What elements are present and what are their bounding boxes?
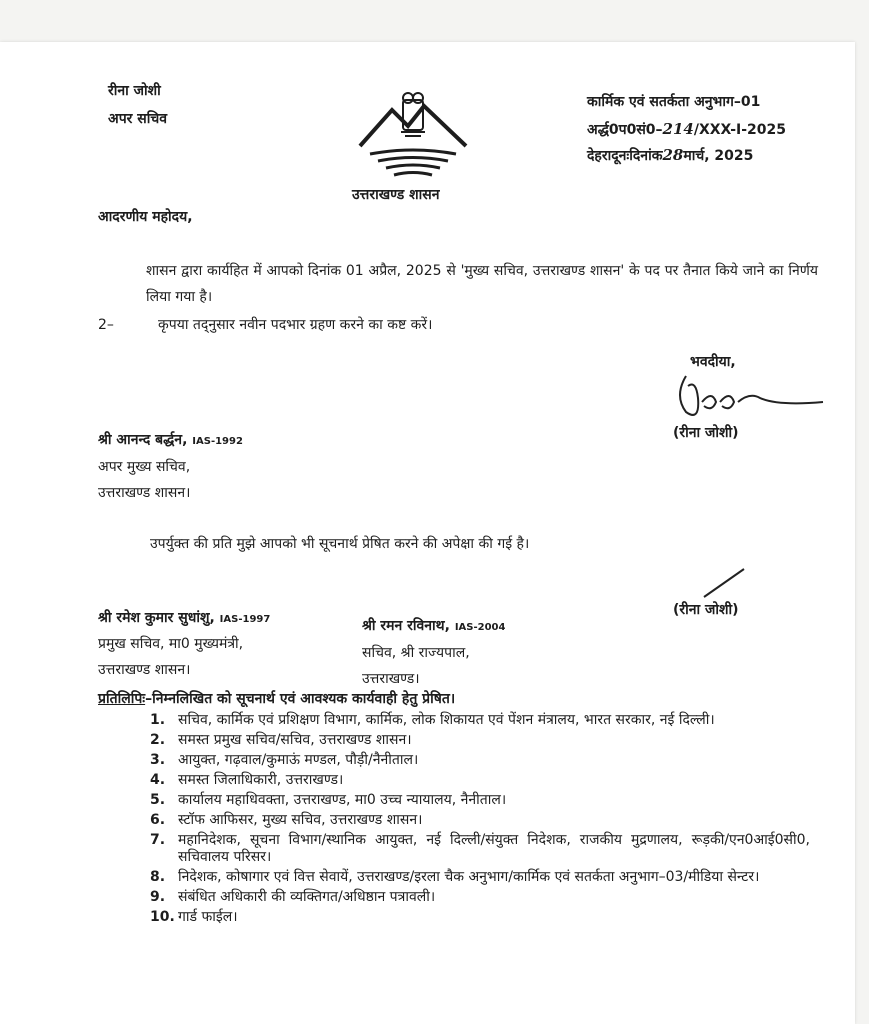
letter-number-suffix: /XXX-I-2025 — [693, 122, 786, 138]
list-item-text: निदेशक, कोषागार एवं वित्त सेवायें, उत्तराखण्ड/इरला चैक अनुभाग/कार्मिक एवं सतर्कता अनुभाग–03/मीडिया सेन्टर। — [178, 869, 760, 885]
body-paragraph-2-number: 2– — [98, 317, 114, 333]
list-item — [150, 752, 810, 769]
place-date — [587, 146, 753, 165]
sender-name: रीना जोशी — [108, 83, 161, 99]
body-paragraph-1-text: शासन द्वारा कार्यहित में आपको दिनांक 01 अप्रैल, 2025 से 'मुख्य सचिव, उत्तराखण्ड शासन' के पद पर तैनात किये जाने का निर्णय लिया गया है। — [146, 263, 818, 305]
addressee-name — [98, 431, 243, 451]
list-item-text: सचिव, कार्मिक एवं प्रशिक्षण विभाग, कार्मिक, लोक शिकायत एवं पेंशन मंत्रालय, भारत सरकार, नई दिल्ली। — [178, 712, 715, 728]
list-item — [150, 812, 810, 829]
cc-right-name-text: श्री रमन रविनाथ, — [362, 618, 450, 634]
uttarakhand-emblem-icon — [356, 88, 471, 183]
list-item — [150, 869, 810, 886]
letter-number-handwritten: 214 — [662, 120, 694, 138]
list-item — [150, 792, 810, 809]
cc-right-designation: सचिव, श्री राज्यपाल, — [362, 645, 470, 661]
list-item-number: 8. — [150, 869, 166, 885]
addressee-designation: अपर मुख्य सचिव, — [98, 459, 191, 475]
cc-right-office: उत्तराखण्ड। — [362, 671, 420, 687]
date-suffix: मार्च, 2025 — [683, 148, 754, 164]
cc-right-service: IAS-2004 — [454, 622, 506, 633]
salutation: आदरणीय महोदय, — [98, 209, 193, 225]
body-paragraph-2-text: कृपया तद्नुसार नवीन पदभार ग्रहण करने का कष्ट करें। — [158, 317, 433, 333]
list-item — [150, 832, 810, 866]
initial-signature-icon — [700, 565, 748, 601]
list-item-number: 6. — [150, 812, 166, 828]
closing2-signer: (रीना जोशी) — [673, 602, 739, 618]
addressee-service: IAS-1992 — [192, 436, 243, 447]
list-item-text: आयुक्त, गढ़वाल/कुमाऊं मण्डल, पौड़ी/नैनीताल। — [178, 752, 419, 768]
list-item-text: कार्यालय महाधिवक्ता, उत्तराखण्ड, मा0 उच्च न्यायालय, नैनीताल। — [178, 792, 507, 808]
list-item-text: स्टॉफ आफिसर, मुख्य सचिव, उत्तराखण्ड शासन। — [178, 812, 423, 828]
list-item-text: संबंधित अधिकारी की व्यक्तिगत/अधिष्ठान पत्रावली। — [178, 889, 436, 905]
list-item-text: गार्ड फाईल। — [178, 909, 238, 925]
signature-icon — [668, 368, 828, 423]
list-item — [150, 732, 810, 749]
list-item — [150, 712, 810, 729]
cc-left-name — [98, 609, 270, 629]
addressee-office: उत्तराखण्ड शासन। — [98, 485, 191, 501]
copy-to-heading — [98, 690, 455, 708]
list-item — [150, 889, 810, 906]
list-item-number: 9. — [150, 889, 166, 905]
cc-left-office: उत्तराखण्ड शासन। — [98, 662, 191, 678]
list-item-text: समस्त जिलाधिकारी, उत्तराखण्ड। — [178, 772, 344, 788]
sender-designation: अपर सचिव — [108, 111, 168, 127]
list-item-number: 4. — [150, 772, 166, 788]
cc-right-name — [362, 617, 505, 637]
list-item — [150, 772, 810, 789]
body-paragraph-1 — [98, 258, 818, 310]
list-item-text: महानिदेशक, सूचना विभाग/स्थानिक आयुक्त, नई दिल्ली/संयुक्त निदेशक, राजकीय मुद्रणालय, रूड़की/एन0आई0सी0, सचिवालय परिसर। — [178, 832, 810, 865]
closing-signer: (रीना जोशी) — [673, 425, 739, 441]
cc-left-service: IAS-1997 — [219, 614, 271, 625]
date-handwritten: 28 — [662, 146, 684, 164]
list-item — [150, 909, 810, 926]
letter-number-prefix: अर्द्ध0प0सं0– — [587, 122, 663, 138]
copy-to-label: प्रतिलिपिः — [98, 691, 146, 707]
addressee-name-text: श्री आनन्द बर्द्धन, — [98, 432, 188, 448]
list-item-number: 7. — [150, 832, 166, 848]
cc-left-designation: प्रमुख सचिव, मा0 मुख्यमंत्री, — [98, 636, 244, 652]
copy-note: उपर्युक्त की प्रति मुझे आपको भी सूचनार्थ प्रेषित करने की अपेक्षा की गई है। — [150, 536, 530, 552]
list-item-number: 5. — [150, 792, 166, 808]
list-item-number: 1. — [150, 712, 166, 728]
place-date-prefix: देहरादूनःदिनांक — [587, 148, 663, 164]
copy-to-list — [150, 712, 810, 929]
cc-left-name-text: श्री रमेश कुमार सुधांशु, — [98, 610, 215, 626]
letter-number — [587, 120, 786, 139]
copy-to-text: –निम्नलिखित को सूचनार्थ एवं आवश्यक कार्यवाही हेतु प्रेषित। — [145, 691, 456, 707]
emblem-caption: उत्तराखण्ड शासन — [352, 187, 440, 203]
list-item-number: 3. — [150, 752, 166, 768]
list-item-number: 10. — [150, 909, 175, 925]
list-item-number: 2. — [150, 732, 166, 748]
closing-regards: भवदीया, — [690, 354, 736, 370]
department-name: कार्मिक एवं सतर्कता अनुभाग–01 — [587, 94, 761, 110]
list-item-text: समस्त प्रमुख सचिव/सचिव, उत्तराखण्ड शासन। — [178, 732, 412, 748]
